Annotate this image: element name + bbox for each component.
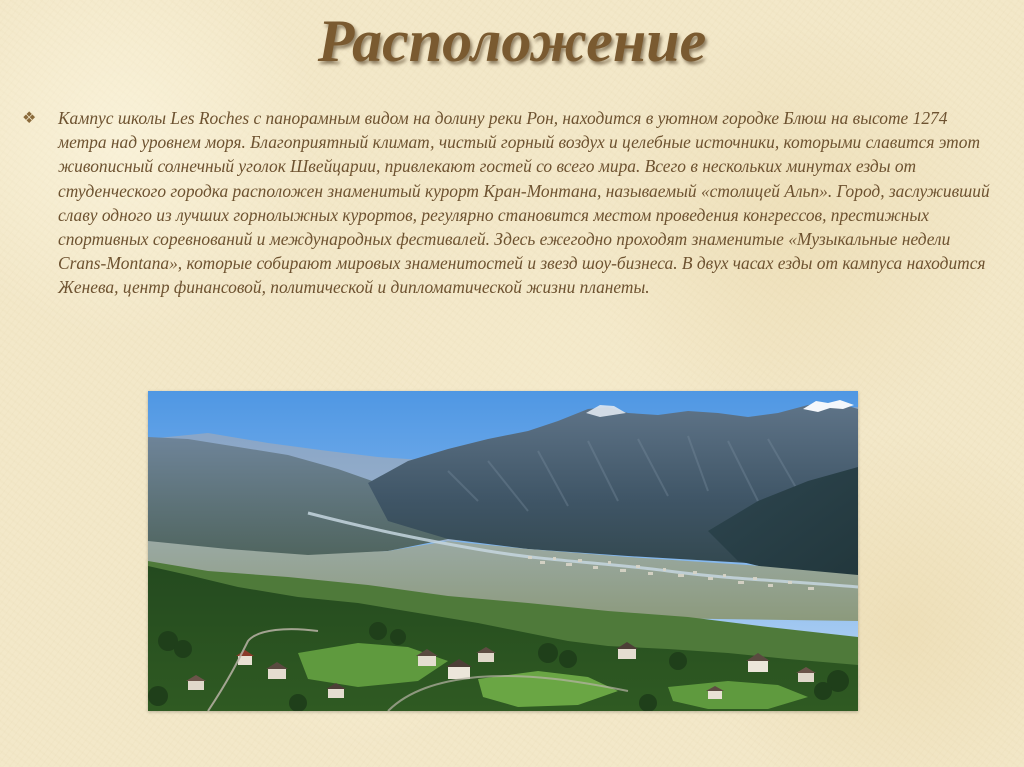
valley-panorama-image (148, 391, 858, 711)
slide-title: Расположение (317, 8, 707, 74)
text-block (22, 106, 997, 300)
description-paragraph: Кампус школы Les Roches с панорамным видом на долину реки Рон, находится в уютном городке Блюш на высоте 1274 метра над уровнем моря. Благоприятный климат, чистый горный воздух и целебные источники, которыми славится этот живописный солнечный уголок Швейцарии, привлекают гостей со всего мира. Всего в нескольких минутах езды от студенческого городка расположен знаменитый курорт Кран-Монтана, называемый «столицей Альп». Город, заслуживший славу одного из лучших горнолыжных курортов, регулярно становится местом проведения конгрессов, престижных спортивных соревнований и международных фестивалей. Здесь ежегодно проходят знаменитые «Музыкальные недели Crans-Montana», которые собирают мировых знаменитостей и звезд шоу-бизнеса. В двух часах езды от кампуса находится Женева, центр финансовой, политической и дипломатической жизни планеты. (58, 108, 990, 298)
diamond-bullet-icon: ❖ (22, 108, 37, 127)
